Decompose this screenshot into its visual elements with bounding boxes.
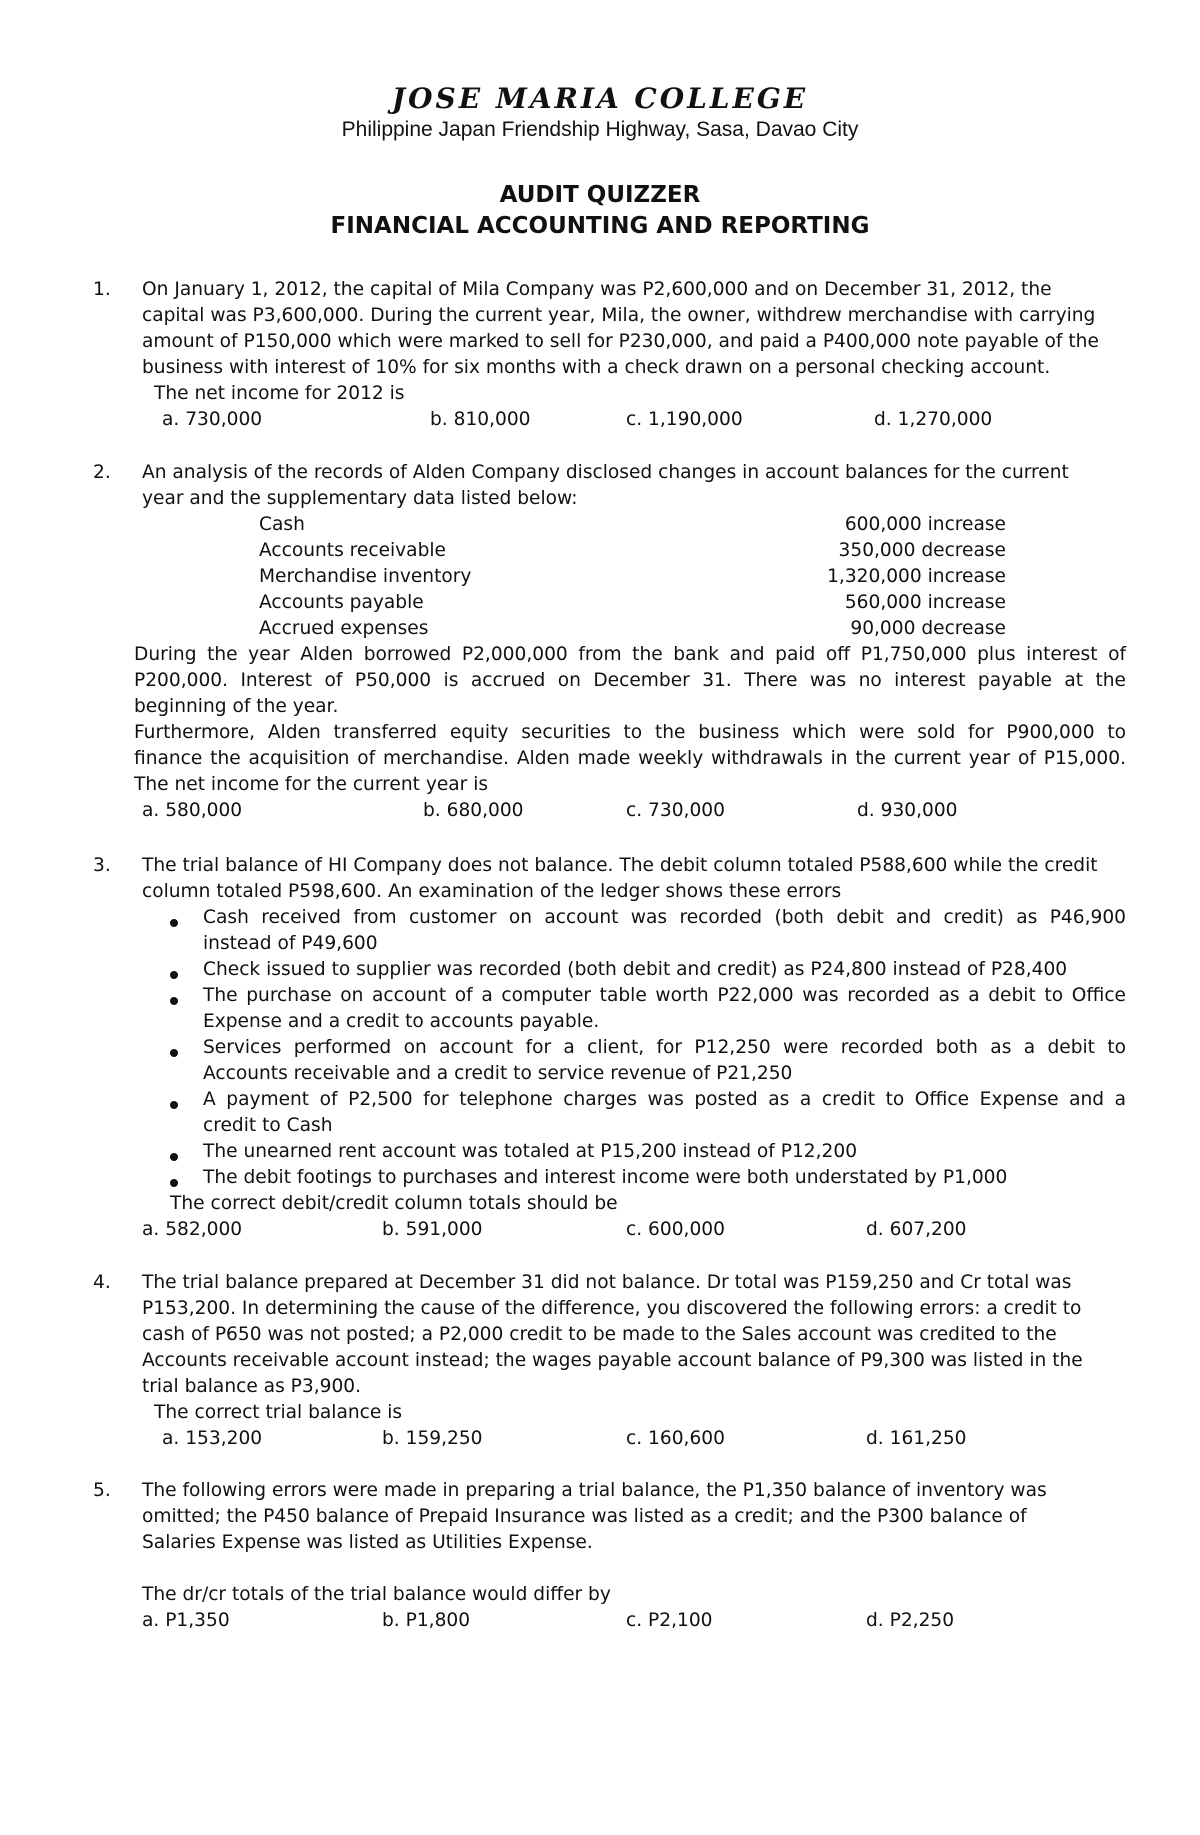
- bullet-item: credit to Cash: [203, 1115, 333, 1136]
- bullet-icon: [170, 1049, 178, 1057]
- account-name: Accrued expenses: [259, 618, 429, 639]
- question-prompt: The dr/cr totals of the trial balance would differ by: [142, 1584, 611, 1605]
- option-c: c. 160,600: [626, 1428, 725, 1449]
- option-b: b. 810,000: [430, 409, 531, 430]
- question-text-line: year and the supplementary data listed below:: [142, 488, 578, 509]
- question-text-line: amount of P150,000 which were marked to sell for P230,000, and paid a P400,000 note payable of the: [142, 331, 1099, 352]
- question-text-line: Salaries Expense was listed as Utilities Expense.: [142, 1532, 593, 1553]
- option-b: b. P1,800: [382, 1610, 471, 1631]
- bullet-icon: [170, 997, 178, 1005]
- question-text-line: finance the acquisition of merchandise. Alden made weekly withdrawals in the current year of P15,000.: [134, 748, 1126, 769]
- account-change: 90,000 decrease: [850, 618, 1006, 639]
- question-prompt: The net income for 2012 is: [154, 383, 405, 404]
- option-c: c. 730,000: [626, 800, 725, 821]
- bullet-item: The unearned rent account was totaled at P15,200 instead of P12,200: [203, 1141, 858, 1162]
- option-c: c. 1,190,000: [626, 409, 743, 430]
- option-d: d. 1,270,000: [874, 409, 993, 430]
- question-text-line: omitted; the P450 balance of Prepaid Insurance was listed as a credit; and the P300 balance of: [142, 1506, 1027, 1527]
- college-address: Philippine Japan Friendship Highway, Sasa, Davao City: [341, 118, 859, 141]
- account-name: Accounts payable: [259, 592, 424, 613]
- account-change: 560,000 increase: [844, 592, 1006, 613]
- question-text-line: P153,200. In determining the cause of the difference, you discovered the following errors: a credit to: [142, 1298, 1082, 1319]
- option-c: c. 600,000: [626, 1219, 725, 1240]
- question-text-line: beginning of the year.: [134, 696, 339, 717]
- question-text-line: The trial balance of HI Company does not balance. The debit column totaled P588,600 while the credit: [142, 855, 1098, 876]
- bullet-item: A payment of P2,500 for telephone charges was posted as a credit to Office Expense and a: [203, 1089, 1126, 1110]
- option-c: c. P2,100: [626, 1610, 713, 1631]
- question-text-line: The following errors were made in preparing a trial balance, the P1,350 balance of inventory was: [142, 1480, 1047, 1501]
- question-text-line: The trial balance prepared at December 31 did not balance. Dr total was P159,250 and Cr total was: [142, 1272, 1072, 1293]
- option-d: d. 930,000: [857, 800, 958, 821]
- option-b: b. 680,000: [423, 800, 524, 821]
- option-d: d. 607,200: [866, 1219, 967, 1240]
- question-text-line: capital was P3,600,000. During the current year, Mila, the owner, withdrew merchandise with carrying: [142, 305, 1096, 326]
- quiz-title: AUDIT QUIZZER: [499, 182, 701, 208]
- question-prompt: The correct debit/credit column totals should be: [170, 1193, 618, 1214]
- bullet-item: Services performed on account for a client, for P12,250 were recorded both as a debit to: [203, 1037, 1126, 1058]
- bullet-item: The debit footings to purchases and interest income were both understated by P1,000: [203, 1167, 1008, 1188]
- question-text-line: On January 1, 2012, the capital of Mila Company was P2,600,000 and on December 31, 2012, the: [142, 279, 1052, 300]
- bullet-icon: [170, 1101, 178, 1109]
- option-b: b. 591,000: [382, 1219, 483, 1240]
- option-a: a. P1,350: [142, 1610, 230, 1631]
- bullet-item: Expense and a credit to accounts payable.: [203, 1011, 600, 1032]
- account-change: 350,000 decrease: [838, 540, 1006, 561]
- option-a: a. 730,000: [162, 409, 263, 430]
- question-number: 2.: [93, 462, 111, 483]
- bullet-item: Accounts receivable and a credit to service revenue of P21,250: [203, 1063, 793, 1084]
- account-change: 600,000 increase: [844, 514, 1006, 535]
- question-text-line: During the year Alden borrowed P2,000,000 from the bank and paid off P1,750,000 plus interest of: [134, 644, 1126, 665]
- question-text-line: Furthermore, Alden transferred equity securities to the business which were sold for P900,000 to: [134, 722, 1126, 743]
- question-number: 5.: [93, 1480, 111, 1501]
- question-text-line: P200,000. Interest of P50,000 is accrued on December 31. There was no interest payable at the: [134, 670, 1126, 691]
- question-prompt: The net income for the current year is: [134, 774, 489, 795]
- account-change: 1,320,000 increase: [827, 566, 1006, 587]
- bullet-item: instead of P49,600: [203, 933, 378, 954]
- question-number: 3.: [93, 855, 111, 876]
- option-a: a. 580,000: [142, 800, 243, 821]
- college-name: JOSE MARIA COLLEGE: [391, 82, 809, 115]
- bullet-icon: [170, 1153, 178, 1161]
- question-text-line: business with interest of 10% for six months with a check drawn on a personal checking account.: [142, 357, 1051, 378]
- question-text-line: trial balance as P3,900.: [142, 1376, 362, 1397]
- bullet-icon: [170, 971, 178, 979]
- bullet-item: Cash received from customer on account was recorded (both debit and credit) as P46,900: [203, 907, 1126, 928]
- option-d: d. 161,250: [866, 1428, 967, 1449]
- bullet-icon: [170, 919, 178, 927]
- question-text-line: An analysis of the records of Alden Company disclosed changes in account balances for the current: [142, 462, 1069, 483]
- account-name: Cash: [259, 514, 305, 535]
- question-text-line: cash of P650 was not posted; a P2,000 credit to be made to the Sales account was credited to the: [142, 1324, 1057, 1345]
- bullet-item: The purchase on account of a computer table worth P22,000 was recorded as a debit to Office: [203, 985, 1126, 1006]
- bullet-icon: [170, 1179, 178, 1187]
- question-number: 4.: [93, 1272, 111, 1293]
- question-text-line: column totaled P598,600. An examination of the ledger shows these errors: [142, 881, 842, 902]
- account-name: Accounts receivable: [259, 540, 446, 561]
- quiz-subtitle: FINANCIAL ACCOUNTING AND REPORTING: [330, 213, 870, 239]
- question-prompt: The correct trial balance is: [154, 1402, 403, 1423]
- option-b: b. 159,250: [382, 1428, 483, 1449]
- question-text-line: Accounts receivable account instead; the wages payable account balance of P9,300 was listed in the: [142, 1350, 1083, 1371]
- account-name: Merchandise inventory: [259, 566, 472, 587]
- question-number: 1.: [93, 279, 111, 300]
- option-a: a. 153,200: [162, 1428, 263, 1449]
- option-d: d. P2,250: [866, 1610, 955, 1631]
- option-a: a. 582,000: [142, 1219, 243, 1240]
- bullet-item: Check issued to supplier was recorded (both debit and credit) as P24,800 instead of P28,400: [203, 959, 1068, 980]
